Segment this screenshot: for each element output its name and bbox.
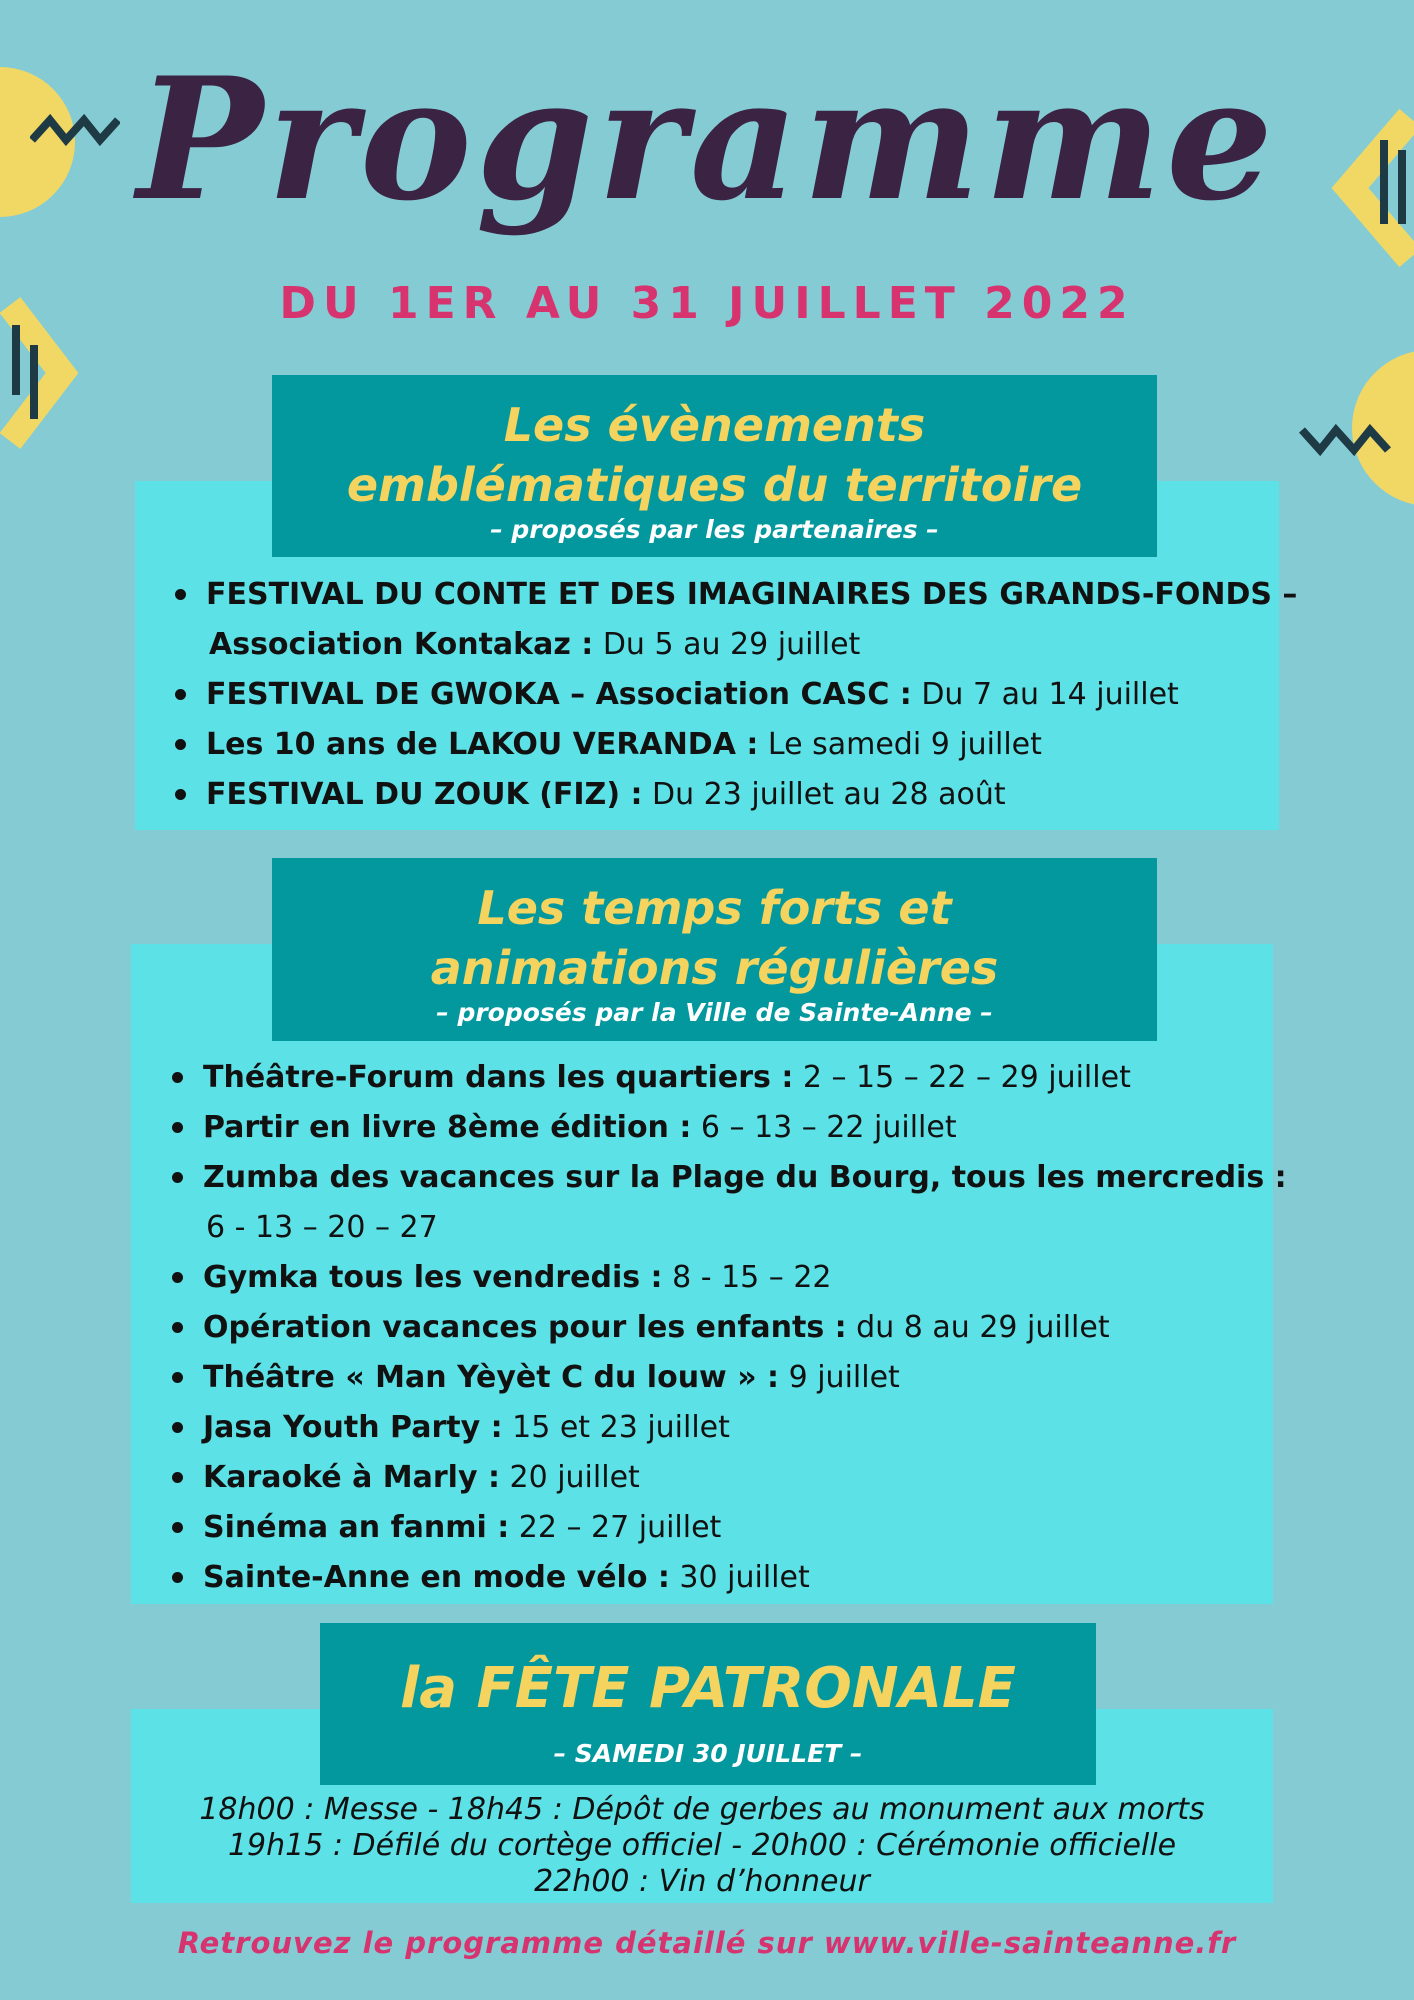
date-range: DU 1ER AU 31 JUILLET 2022	[279, 278, 1135, 329]
fete-line: 22h00 : Vin d’honneur	[534, 1864, 870, 1899]
list-item: Opération vacances pour les enfants : du 8 au 29 juillet	[203, 1303, 1287, 1353]
zigzag-right-decoration	[1298, 418, 1394, 458]
list-item: Zumba des vacances sur la Plage du Bourg, tous les mercredis :	[203, 1153, 1287, 1203]
section2-header	[272, 858, 1157, 1041]
list-item: Jasa Youth Party : 15 et 23 juillet	[203, 1403, 1287, 1453]
section1-list	[170, 570, 1297, 820]
fete-line: 18h00 : Messe - 18h45 : Dépôt de gerbes au monument aux morts	[199, 1792, 1205, 1827]
list-item: Sainte-Anne en mode vélo : 30 juillet	[203, 1553, 1287, 1603]
list-item: FESTIVAL DU ZOUK (FIZ) : Du 23 juillet au 28 août	[206, 770, 1297, 820]
list-item: Sinéma an fanmi : 22 – 27 juillet	[203, 1503, 1287, 1553]
section2-title-line2: animations régulières	[430, 941, 999, 995]
section1-subtitle: – proposés par les partenaires –	[490, 515, 939, 544]
section1-title-line2: emblématiques du territoire	[346, 458, 1083, 512]
section1-header	[272, 375, 1157, 557]
list-item: FESTIVAL DU CONTE ET DES IMAGINAIRES DES GRANDS-FONDS –	[206, 570, 1297, 620]
list-item: Théâtre « Man Yèyèt C du louw » : 9 juillet	[203, 1353, 1287, 1403]
list-item: FESTIVAL DE GWOKA – Association CASC : Du 7 au 14 juillet	[206, 670, 1297, 720]
list-item-continuation: 6 - 13 – 20 – 27	[206, 1210, 438, 1245]
section2-list	[167, 1053, 1287, 1603]
list-item-continuation: Association Kontakaz : Du 5 au 29 juillet	[209, 627, 861, 662]
section2-title-line1: Les temps forts et	[477, 881, 952, 935]
section2-subtitle: – proposés par la Ville de Sainte-Anne –	[436, 998, 993, 1027]
list-item: Les 10 ans de LAKOU VERANDA : Le samedi 9 juillet	[206, 720, 1297, 770]
section3-title: la FÊTE PATRONALE	[400, 1656, 1016, 1721]
list-item: Gymka tous les vendredis : 8 - 15 – 22	[203, 1253, 1287, 1303]
fete-line: 19h15 : Défilé du cortège officiel - 20h00 : Cérémonie officielle	[227, 1828, 1177, 1863]
section3-subtitle: – SAMEDI 30 JUILLET –	[553, 1739, 863, 1768]
list-item: Karaoké à Marly : 20 juillet	[203, 1453, 1287, 1503]
list-item: Théâtre-Forum dans les quartiers : 2 – 15 – 22 – 29 juillet	[203, 1053, 1287, 1103]
section3-header	[320, 1623, 1096, 1785]
footer-website-text: Retrouvez le programme détaillé sur www.ville-sainteanne.fr	[177, 1926, 1237, 1960]
section1-title-line1: Les évènements	[503, 398, 926, 452]
list-item: Partir en livre 8ème édition : 6 – 13 – 22 juillet	[203, 1103, 1287, 1153]
page-title: Programme	[136, 40, 1278, 238]
fete-schedule	[131, 1792, 1273, 1900]
